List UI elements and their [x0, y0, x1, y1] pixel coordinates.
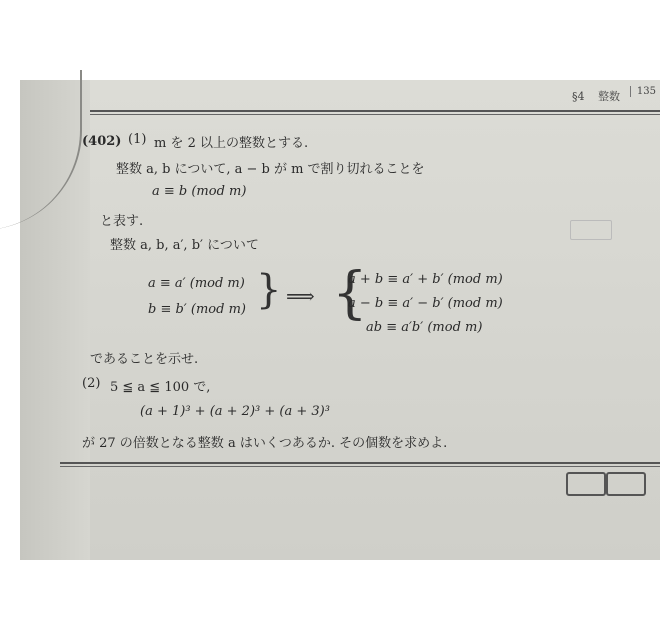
definition-congruence: a ≡ b (mod m): [152, 184, 247, 199]
problem-line-3: と表す.: [100, 214, 144, 229]
problem-line-1: m を 2 以上の整数とする.: [154, 136, 309, 151]
section-mark: §4: [572, 90, 585, 103]
problem-line-4: 整数 a, b, a′, b′ について: [110, 238, 259, 253]
page-header: [562, 88, 620, 104]
top-rule-thin: [90, 114, 660, 115]
part1-label: (1): [128, 132, 147, 147]
right-brace: }: [256, 267, 282, 313]
problem-line-2: 整数 a, b について, a − b が m で割り切れることを: [116, 162, 425, 177]
textbook-page: [20, 80, 660, 560]
bottom-rule-thin: [60, 466, 660, 467]
part2-label: (2): [82, 376, 101, 391]
problem-number: (402): [82, 134, 122, 149]
hypothesis-2: b ≡ b′ (mod m): [148, 302, 246, 317]
part2-condition: 5 ≦ a ≦ 100 で,: [110, 380, 211, 395]
problem-line-5: であることを示せ.: [90, 352, 199, 367]
implies-arrow: ⟹: [286, 284, 315, 308]
conclusion-3: ab ≡ a′b′ (mod m): [366, 320, 483, 335]
cube-expression: (a + 1)³ + (a + 2)³ + (a + 3)³: [140, 404, 330, 419]
bottom-rule: [60, 462, 660, 464]
top-rule: [90, 110, 660, 112]
answer-box-1: [566, 472, 606, 496]
left-brace: {: [332, 261, 368, 326]
conclusion-2: a − b ≡ a′ − b′ (mod m): [348, 296, 503, 311]
faint-box: [570, 220, 612, 240]
answer-box-2: [606, 472, 646, 496]
conclusion-1: a + b ≡ a′ + b′ (mod m): [348, 272, 503, 287]
section-title: 整数: [598, 90, 620, 103]
page-number: 135: [630, 86, 656, 97]
problem-line-6: が 27 の倍数となる整数 a はいくつあるか. その個数を求めよ.: [82, 436, 448, 451]
hypothesis-1: a ≡ a′ (mod m): [148, 276, 245, 291]
